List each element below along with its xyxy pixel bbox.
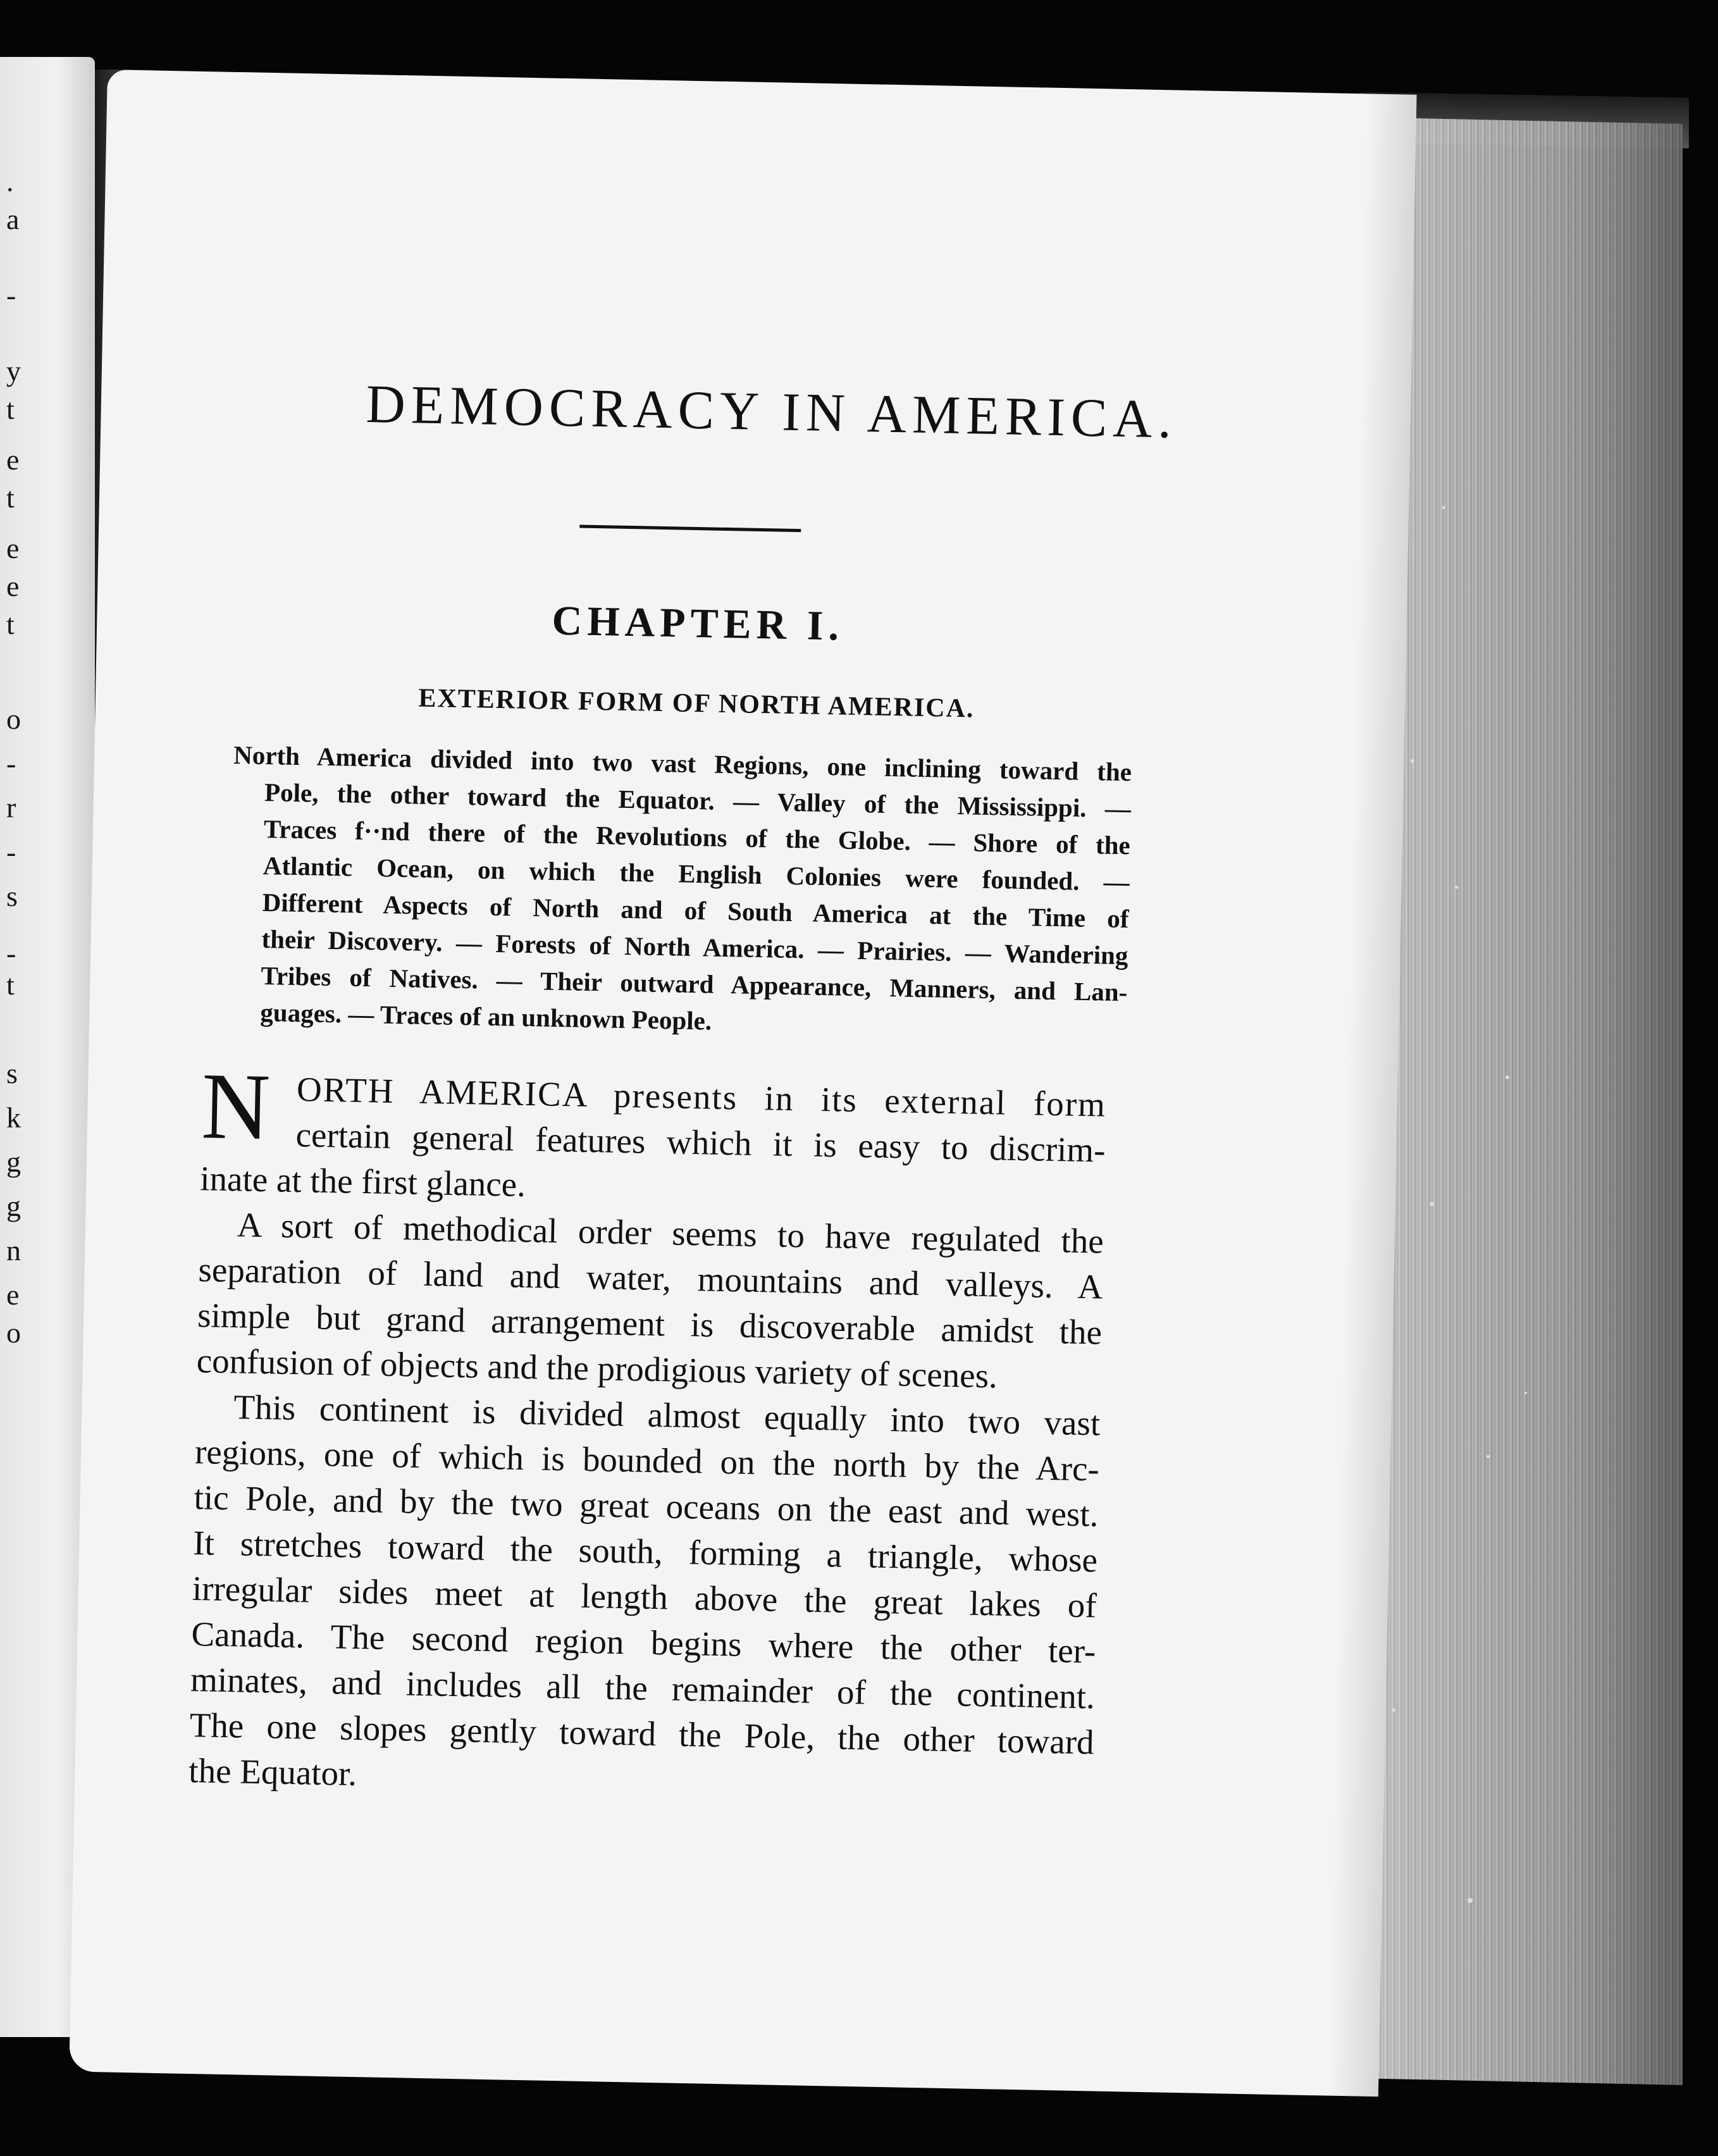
summary-line: North America divided into two vast Regions, one inclining toward the (233, 740, 1132, 787)
body-line: tic Pole, and by the two great oceans on the east and west. (194, 1478, 1099, 1534)
facing-page-char: s (6, 880, 18, 912)
facing-page-char: - (6, 937, 16, 969)
facing-page-char: t (6, 481, 15, 514)
body-line: simple but grand arrangement is discoverable amidst the (197, 1296, 1103, 1352)
scan-speck (1505, 1075, 1509, 1079)
body-line: the Equator. (188, 1750, 357, 1794)
facing-page-char: - (6, 836, 16, 868)
chapter-title: EXTERIOR FORM OF NORTH AMERICA. (417, 683, 975, 724)
summary-line: Different Aspects of North and of South America at the Time of (262, 887, 1129, 934)
facing-page-char: - (6, 747, 16, 779)
book-title: DEMOCRACY IN AMERICA. (365, 373, 1178, 450)
summary-line: Traces f··nd there of the Revolutions of the Globe. — Shore of the (263, 814, 1131, 860)
scan-speck (1524, 1392, 1527, 1394)
facing-page-char: r (6, 791, 16, 824)
chapter-heading: CHAPTER I. (552, 597, 844, 650)
body-line: minates, and includes all the remainder of the continent. (190, 1659, 1096, 1716)
facing-page-char: e (6, 570, 20, 602)
scan-speck (1455, 886, 1458, 889)
body-line: certain general features which it is easy to discrim- (295, 1115, 1106, 1170)
facing-page-char: - (6, 279, 16, 311)
body-line: separation of land and water, mountains and valleys. A (198, 1250, 1103, 1306)
facing-page-char: e (6, 443, 20, 476)
summary-line: Tribes of Natives. — Their outward Appearance, Manners, and Lan- (261, 960, 1128, 1007)
facing-page-char: n (6, 1234, 21, 1267)
body-line: irregular sides meet at length above the great lakes of (192, 1569, 1097, 1625)
facing-page-char: y (6, 355, 21, 387)
book-page (69, 70, 1416, 2097)
body-line: This continent is divided almost equally into two vast (233, 1387, 1101, 1443)
facing-page-char: t (6, 393, 15, 425)
summary-line: Atlantic Ocean, on which the English Colonies were founded. — (263, 850, 1130, 897)
facing-page-char: . (6, 165, 14, 197)
drop-cap: N (200, 1053, 271, 1160)
scan-speck (1392, 1708, 1395, 1712)
scan-speck (1442, 506, 1445, 509)
body-line: confusion of objects and the prodigious variety of scenes. (196, 1341, 998, 1396)
facing-page-char: a (6, 203, 20, 235)
facing-page-char: k (6, 1101, 21, 1134)
chapter-summary (228, 736, 1132, 1047)
scan-speck (1486, 1455, 1490, 1458)
body-text (188, 1065, 1107, 1811)
scan-speck (1468, 1898, 1473, 1903)
facing-page-char: g (6, 1146, 21, 1178)
facing-page-char: e (6, 532, 20, 564)
facing-page-char: e (6, 1279, 20, 1311)
scan-speck (1430, 1202, 1434, 1206)
summary-line: Pole, the other toward the Equator. — Valley of the Mississippi. — (264, 777, 1132, 824)
facing-page-char: t (6, 969, 15, 1001)
facing-page-char: g (6, 1190, 21, 1222)
body-line: ORTH AMERICA presents in its external form (296, 1070, 1107, 1124)
body-line: Canada. The second region begins where the other ter- (190, 1614, 1096, 1671)
scan-speck (1411, 759, 1414, 763)
facing-page-char: o (6, 1317, 21, 1349)
facing-page-char: t (6, 608, 15, 640)
facing-page-char: s (6, 1057, 18, 1089)
body-line: It stretches toward the south, forming a triangle, whose (192, 1523, 1098, 1580)
summary-line: guages. — Traces of an unknown People. (260, 997, 712, 1036)
body-line: inate at the first glance. (199, 1159, 526, 1205)
body-line: A sort of methodical order seems to have regulated the (237, 1205, 1104, 1261)
facing-page-char: o (6, 703, 21, 735)
body-line: regions, one of which is bounded on the north by the Arc- (194, 1432, 1100, 1489)
body-line: The one slopes gently toward the Pole, the other toward (189, 1705, 1095, 1762)
page-content (108, 70, 1417, 1794)
title-rule (579, 524, 801, 532)
summary-line: their Discovery. — Forests of North America. — Prairies. — Wandering (261, 924, 1128, 970)
